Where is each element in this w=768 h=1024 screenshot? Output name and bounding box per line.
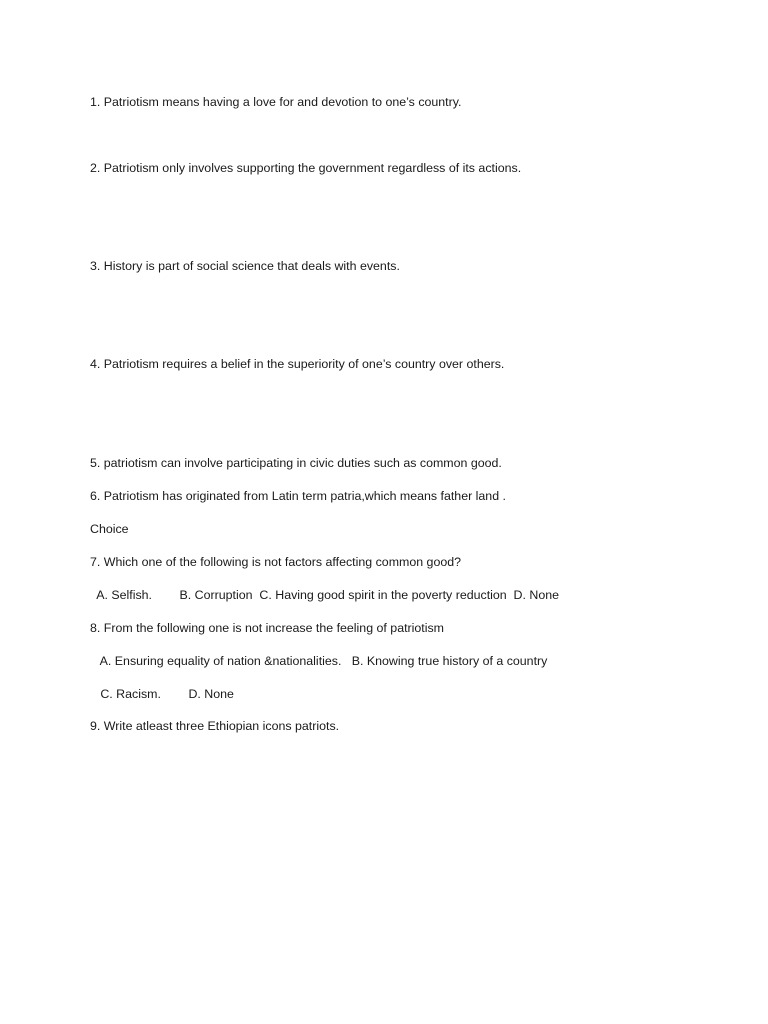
question-8: 8. From the following one is not increase the feeling of patriotism	[90, 621, 445, 635]
statement-1: 1. Patriotism means having a love for and devotion to one’s country.	[90, 95, 462, 109]
statement-3: 3. History is part of social science that deals with events.	[90, 259, 400, 273]
question-9: 9. Write atleast three Ethiopian icons patriots.	[90, 719, 340, 733]
statement-4: 4. Patriotism requires a belief in the superiority of one’s country over others.	[90, 357, 505, 371]
statement-2: 2. Patriotism only involves supporting the government regardless of its actions.	[90, 161, 522, 175]
statement-5: 5. patriotism can involve participating in civic duties such as common good.	[90, 456, 502, 470]
question-7-options: A. Selfish. B. Corruption C. Having good spirit in the poverty reduction D. None	[90, 588, 560, 602]
question-8-options-row-2: C. Racism. D. None	[90, 687, 234, 701]
statement-6: 6. Patriotism has originated from Latin term patria,which means father land .	[90, 489, 506, 503]
section-heading-choice: Choice	[90, 522, 129, 536]
question-7: 7. Which one of the following is not factors affecting common good?	[90, 555, 462, 569]
question-8-options-row-1: A. Ensuring equality of nation &nationalities. B. Knowing true history of a country	[90, 654, 548, 668]
